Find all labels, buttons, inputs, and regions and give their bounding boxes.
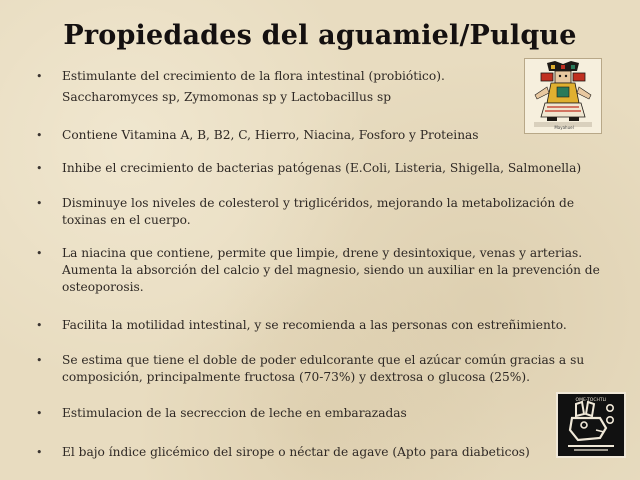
list-item	[62, 405, 407, 422]
list-item	[62, 127, 479, 144]
bullet-text: • Se estima que tiene el doble de poder edulcorante que el azúcar común gracias a su	[62, 353, 585, 367]
list-item	[62, 195, 574, 229]
bullet-text-continued: Aumenta la absorción del calcio y del magnesio, siendo un auxiliar en la prevención de	[62, 263, 600, 277]
list-item	[62, 444, 530, 461]
bullet-text: El bajo índice glicémico del sirope o néctar de agave (Apto para diabeticos)	[62, 445, 530, 459]
list-item	[62, 317, 567, 334]
ometochtli-glyph	[556, 392, 626, 458]
bullet-text-continued: Saccharomyces sp, Zymomonas sp y Lactobacillus sp	[62, 90, 392, 104]
bullet-text: • La niacina que contiene, permite que limpie, drene y desintoxique, venas y arterias.	[62, 246, 583, 260]
image-caption: Mayahuel	[554, 125, 574, 130]
bullet-text: Estimulacion de la secreccion de leche en embarazadas	[62, 406, 407, 420]
mayahuel-illustration	[524, 58, 602, 134]
bullet-text: • Estimulante del crecimiento de la flora intestinal (probiótico).	[62, 69, 445, 83]
bullet-text-continued: composición, principalmente fructosa (70-73%) y dextrosa o glucosa (25%).	[62, 370, 530, 384]
bullet-text: Facilita la motilidad intestinal, y se recomienda a las personas con estreñimiento.	[62, 318, 567, 332]
bullet-text-continued: toxinas en el cuerpo.	[62, 213, 191, 227]
bullet-text: Inhibe el crecimiento de bacterias patógenas (E.Coli, Listeria, Shigella, Salmonella)	[62, 161, 582, 175]
list-item	[62, 245, 600, 296]
rabbit-glyph-icon	[558, 394, 624, 456]
page-title: Propiedades del aguamiel/Pulque	[63, 20, 577, 51]
list-item	[62, 68, 445, 106]
list-item	[62, 352, 584, 386]
bullet-text-continued: osteoporosis.	[62, 280, 144, 294]
glyph-caption: OME-TOCHTLI	[575, 398, 607, 403]
bullet-text: Contiene Vitamina A, B, B2, C, Hierro, Niacina, Fosforo y Proteinas	[62, 128, 479, 142]
list-item	[62, 160, 581, 177]
bullet-text: • Disminuye los niveles de colesterol y triglicéridos, mejorando la metabolización de	[62, 196, 575, 210]
